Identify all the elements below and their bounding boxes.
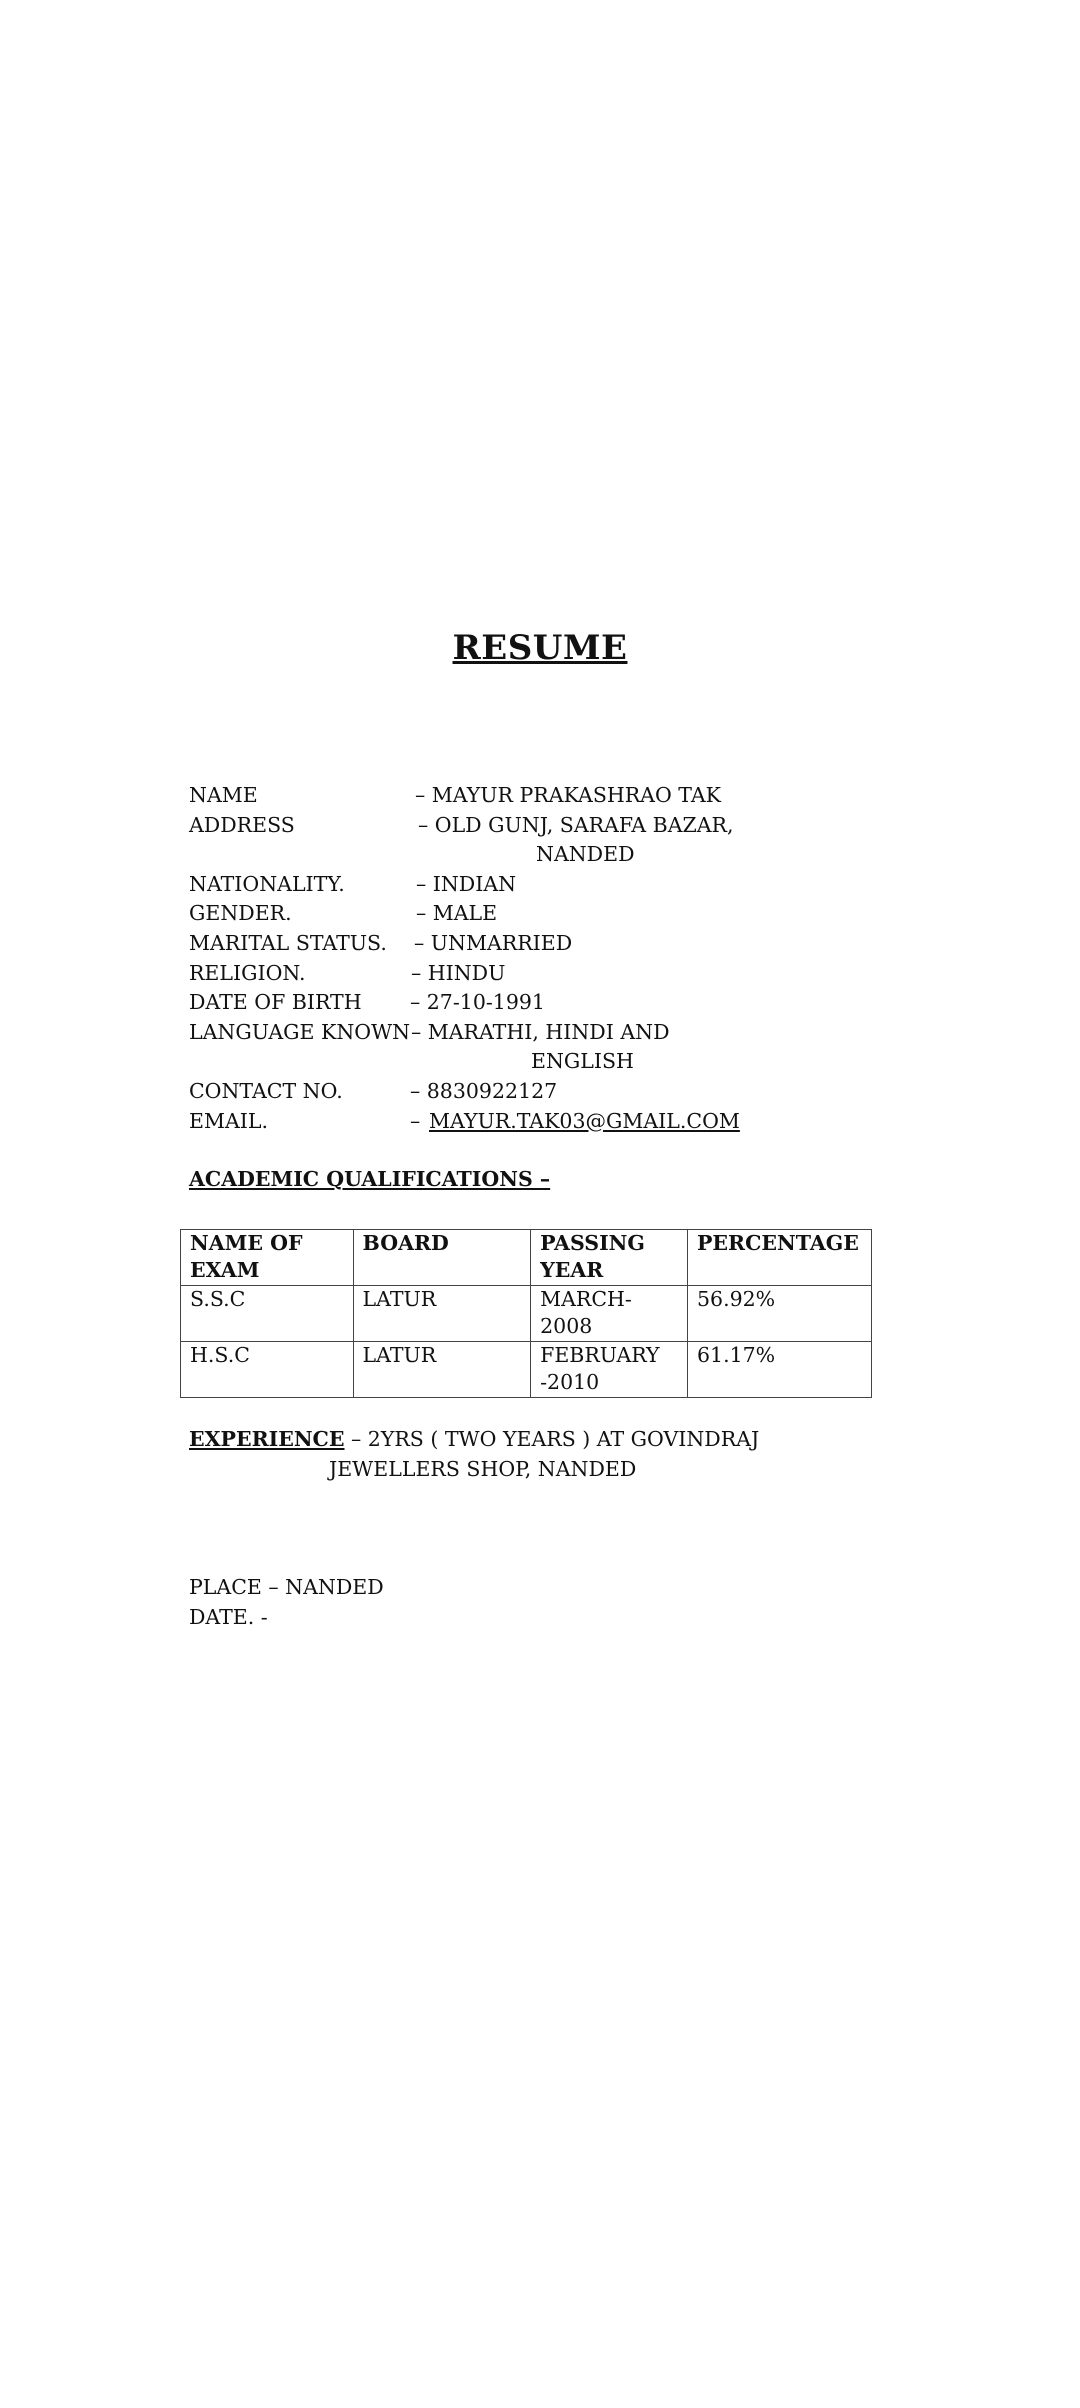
nationality-value: – INDIAN <box>416 871 517 896</box>
cell-percentage: 61.17% <box>688 1342 872 1398</box>
experience-heading: EXPERIENCE <box>189 1427 345 1451</box>
name-value: – MAYUR PRAKASHRAO TAK <box>415 783 721 807</box>
cell-board: LATUR <box>353 1342 531 1398</box>
gender-row <box>189 899 909 929</box>
date-line: DATE. - <box>189 1604 268 1629</box>
cell-board: LATUR <box>353 1286 531 1342</box>
email-link[interactable]: MAYUR.TAK03@GMAIL.COM <box>429 1108 740 1133</box>
religion-row <box>189 959 909 989</box>
experience-line-2: JEWELLERS SHOP, NANDED <box>329 1456 637 1481</box>
experience-line-1 <box>189 1425 889 1455</box>
name-row <box>189 781 909 811</box>
marital-row <box>189 929 909 959</box>
language-row <box>189 1018 909 1077</box>
table-header-row <box>181 1230 872 1286</box>
header-exam: NAME OF EXAM <box>181 1230 354 1286</box>
email-dash: – <box>410 1108 421 1133</box>
dob-row <box>189 988 909 1018</box>
language-label: LANGUAGE KNOWN <box>189 1019 411 1044</box>
cell-year: MARCH-2008 <box>531 1286 688 1342</box>
qualifications-table <box>180 1229 872 1398</box>
dob-value: – 27-10-1991 <box>410 990 545 1015</box>
gender-label: GENDER. <box>189 901 292 926</box>
religion-label: RELIGION. <box>189 960 306 985</box>
dob-label: DATE OF BIRTH <box>189 990 362 1015</box>
table-row <box>181 1286 872 1342</box>
footer-place-date <box>189 1573 384 1632</box>
experience-text: – 2YRS ( TWO YEARS ) AT GOVINDRAJ <box>344 1427 760 1451</box>
header-board: BOARD <box>353 1230 531 1286</box>
address-label: ADDRESS <box>189 812 295 837</box>
email-row <box>189 1107 909 1137</box>
cell-exam: H.S.C <box>181 1342 354 1398</box>
address-value: – OLD GUNJ, SARAFA BAZAR, <box>418 812 734 837</box>
email-label: EMAIL. <box>189 1108 268 1133</box>
cell-year: FEBRUARY -2010 <box>531 1342 688 1398</box>
nationality-row <box>189 870 909 900</box>
nationality-label: NATIONALITY. <box>189 871 345 896</box>
header-year: PASSING YEAR <box>531 1230 688 1286</box>
religion-value: – HINDU <box>411 960 506 985</box>
experience-section <box>189 1425 889 1484</box>
name-label: NAME <box>189 783 258 807</box>
contact-value: – 8830922127 <box>410 1078 558 1103</box>
page-title: RESUME <box>452 628 628 668</box>
marital-value: – UNMARRIED <box>414 930 573 955</box>
academic-heading: ACADEMIC QUALIFICATIONS – <box>189 1167 551 1191</box>
cell-exam: S.S.C <box>181 1286 354 1342</box>
language-value: – MARATHI, HINDI AND <box>411 1019 670 1044</box>
address-row <box>189 811 909 870</box>
address-value-cont: NANDED <box>536 842 635 867</box>
gender-value: – MALE <box>416 901 498 926</box>
cell-percentage: 56.92% <box>688 1286 872 1342</box>
contact-row <box>189 1077 909 1107</box>
table-row <box>181 1342 872 1398</box>
contact-label: CONTACT NO. <box>189 1078 343 1103</box>
header-percentage: PERCENTAGE <box>688 1230 872 1286</box>
marital-label: MARITAL STATUS. <box>189 930 387 955</box>
personal-details <box>189 781 909 1136</box>
place-line: PLACE – NANDED <box>189 1575 384 1599</box>
language-value-cont: ENGLISH <box>531 1049 634 1074</box>
